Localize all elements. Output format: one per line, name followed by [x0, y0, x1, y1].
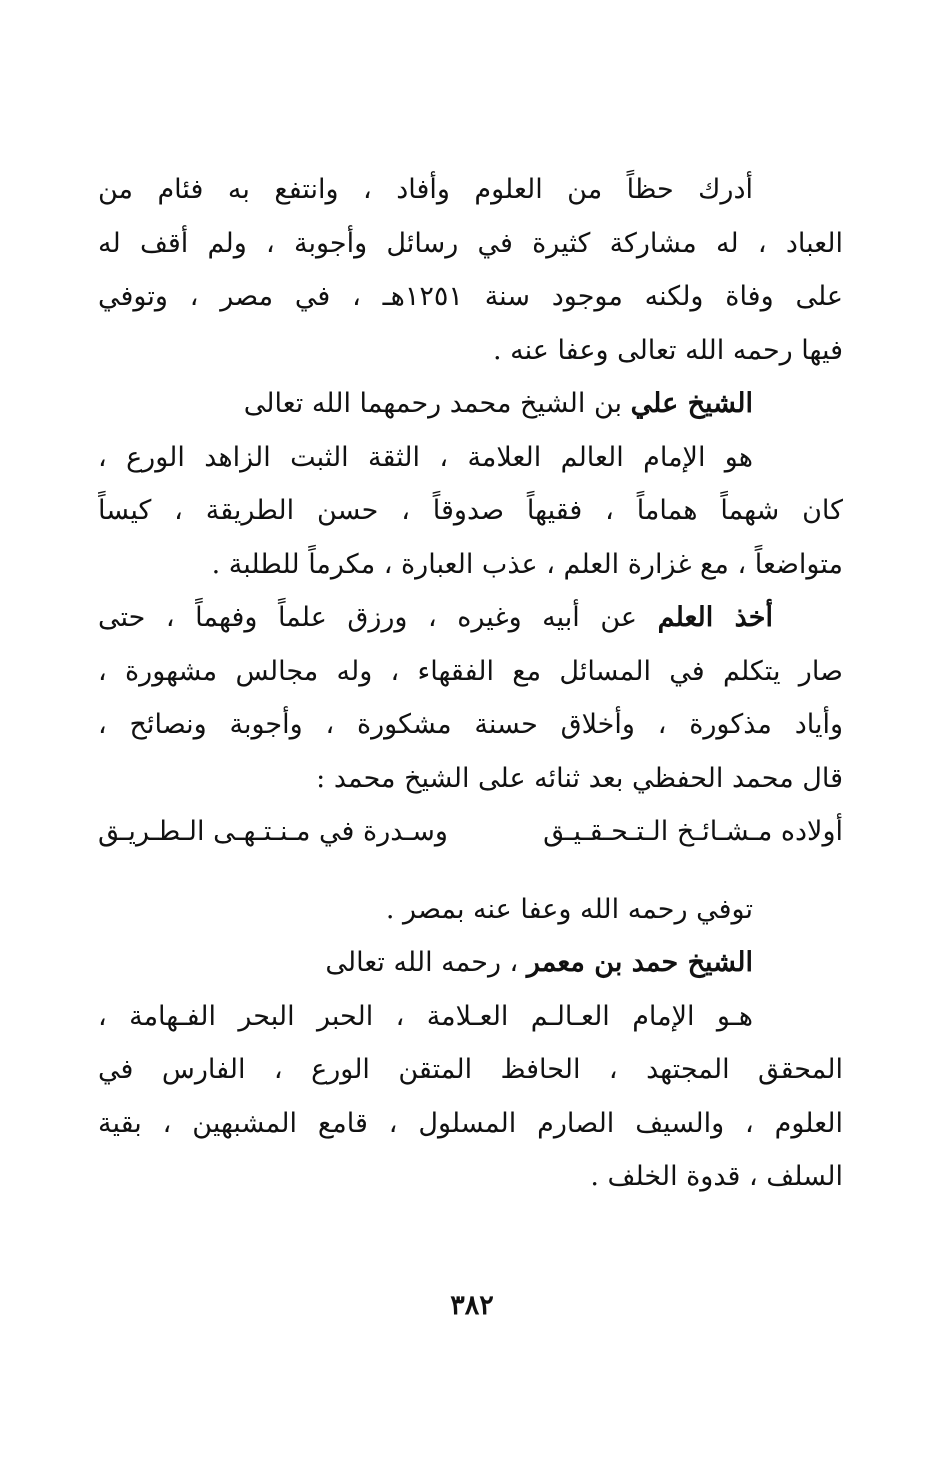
- text-line: هو الإمام العالم العلامة ، الثقة الثبت الزاهد الورع ،: [98, 441, 753, 473]
- heading-name: الشيخ علي: [630, 388, 753, 419]
- poetry-verse: [98, 805, 843, 859]
- line-rest: عن أبيه وغيره ، ورزق علماً وفهماً ، حتى: [98, 602, 638, 633]
- text-line: السلف ، قدوة الخلف .: [590, 1161, 843, 1192]
- text-line: أدرك حظاً من العلوم وأفاد ، وانتفع به فئام من: [98, 174, 753, 205]
- text-line: فيها رحمه الله تعالى وعفا عنه .: [492, 334, 843, 366]
- text-line: العباد ، له مشاركة كثيرة في رسائل وأجوبة ، ولم أقف له: [98, 227, 843, 259]
- text-line: العلوم ، والسيف الصارم المسلول ، قامع المشبهين ، بقية: [98, 1107, 843, 1139]
- text-line: المحقق المجتهد ، الحافظ المتقن الورع ، الفارس في: [98, 1054, 843, 1085]
- page-number: ٣٨٢: [450, 1290, 494, 1321]
- section-heading-hamad: [98, 936, 843, 990]
- text-line: [98, 591, 843, 645]
- heading-name: الشيخ حمد بن معمر: [526, 947, 753, 978]
- text-line: صار يتكلم في المسائل مع الفقهاء ، وله مجالس مشهورة ،: [98, 655, 843, 687]
- section-heading-ali: [98, 377, 843, 431]
- verse-second-hemistich: وسـدرة في مـنـتـهـى الـطـريـق: [98, 816, 448, 847]
- text-line: توفي رحمه الله وعفا عنه بمصر .: [385, 893, 753, 925]
- text-line: متواضعاً ، مع غزارة العلم ، عذب العبارة ، مكرماً للطلبة .: [211, 548, 843, 580]
- verse-spacer: [98, 859, 843, 883]
- text-line: كان شهماً هماماً ، فقيهاً صدوقاً ، حسن الطريقة ، كيساً: [98, 495, 843, 526]
- heading-rest: ، رحمه الله تعالى: [325, 947, 519, 978]
- text-line: وأياد مذكورة ، وأخلاق حسنة مشكورة ، وأجوبة ونصائح ،: [98, 709, 843, 740]
- verse-first-hemistich: أولاده مـشـائـخ الـتـحـقـيـق: [543, 816, 843, 847]
- text-line: على وفاة ولكنه موجود سنة ١٢٥١هـ ، في مصر ، وتوفي: [98, 281, 843, 312]
- bold-lead: أخذ العلم: [657, 602, 773, 633]
- text-line: هـو الإمام العـالـم العـلامة ، الحبر البحر الفـهامة ،: [98, 1000, 753, 1032]
- main-text: [98, 163, 843, 1204]
- heading-rest: بن الشيخ محمد رحمهما الله تعالى: [243, 388, 623, 419]
- text-line: قال محمد الحفظي بعد ثنائه على الشيخ محمد :: [316, 762, 843, 794]
